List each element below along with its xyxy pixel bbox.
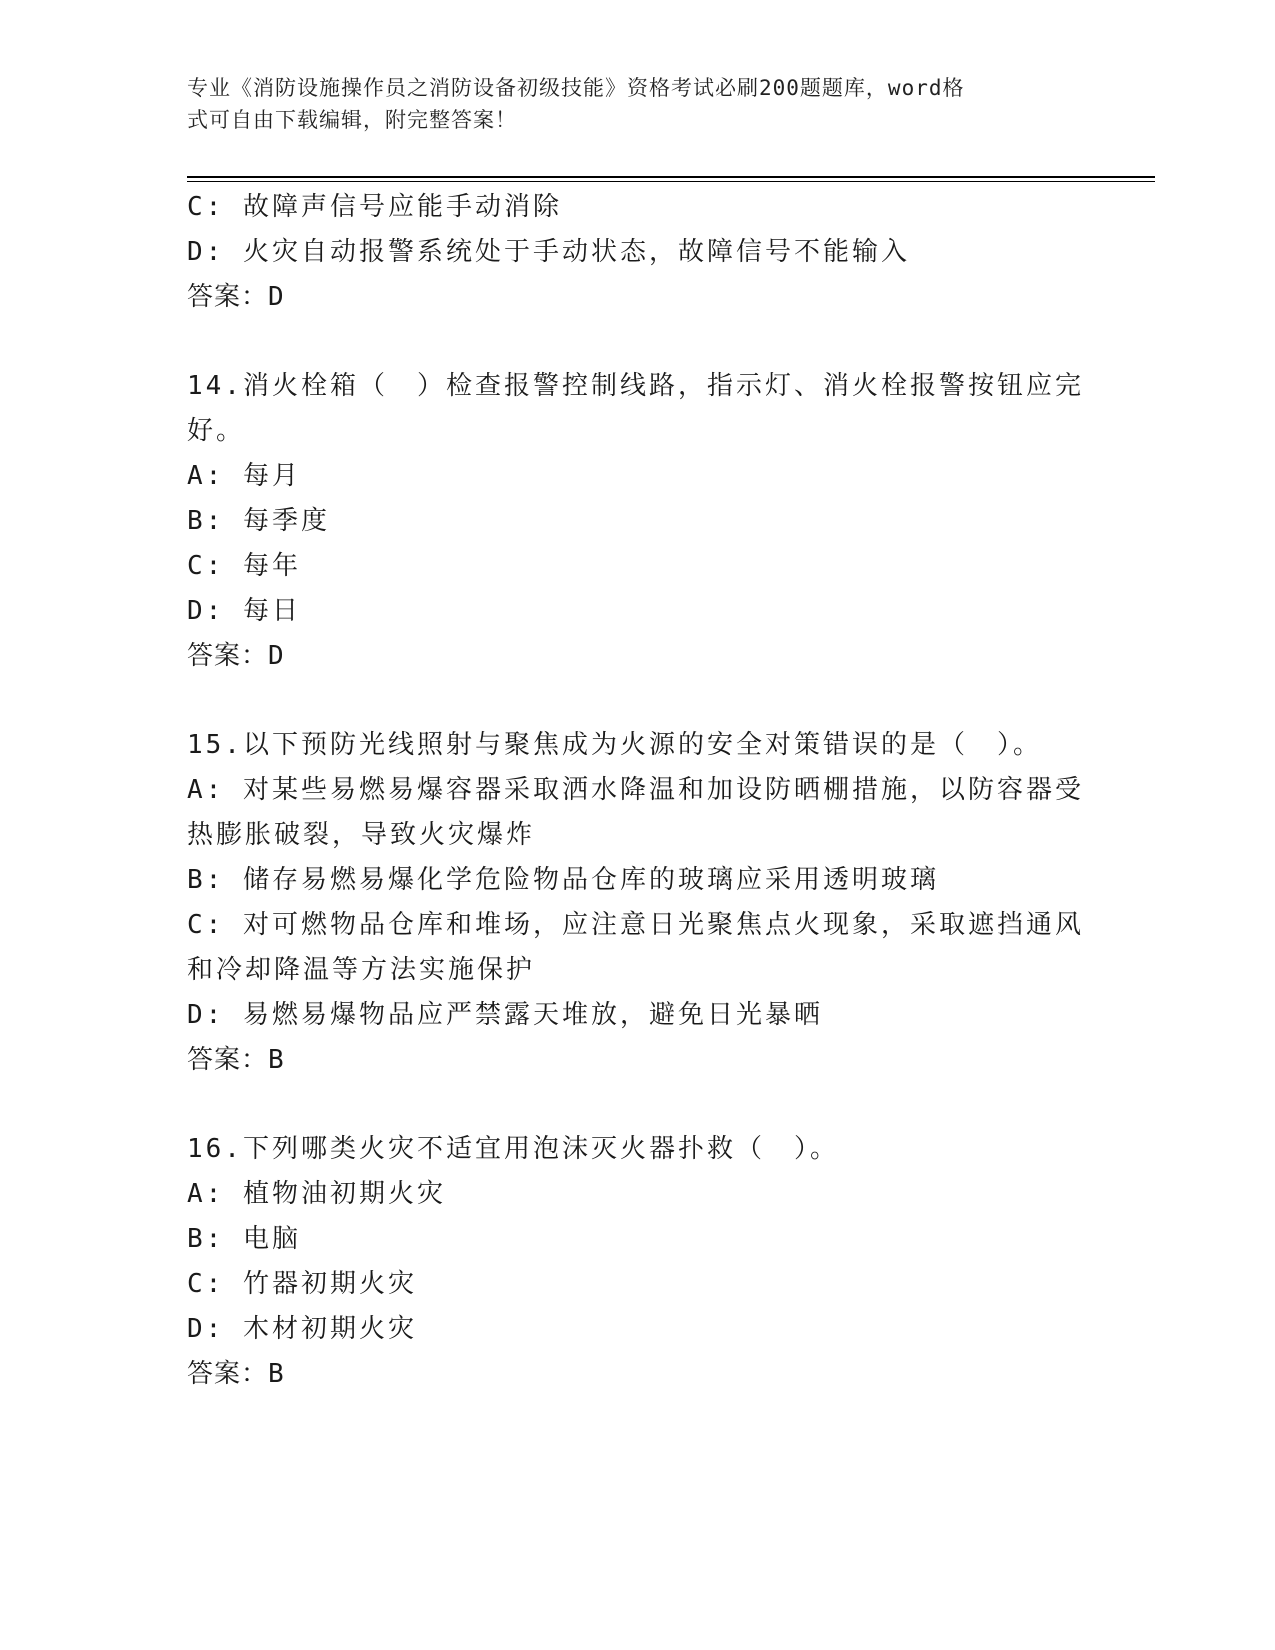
question-15	[187, 723, 1087, 1083]
option-a: A: 对某些易燃易爆容器采取洒水降温和加设防晒棚措施，以防容器受	[187, 775, 1084, 805]
answer-line: 答案：D	[187, 282, 285, 312]
answer-line: 答案：D	[187, 641, 285, 671]
option-a-continued: 热膨胀破裂，导致火灾爆炸	[187, 820, 536, 850]
spacer	[187, 1083, 1087, 1127]
option-c-continued: 和冷却降温等方法实施保护	[187, 955, 536, 985]
header-line-2: 式可自由下载编辑，附完整答案！	[187, 108, 517, 132]
option-c: C: 竹器初期火灾	[187, 1269, 417, 1299]
question-16	[187, 1127, 1087, 1397]
header-line-1: 专业《消防设施操作员之消防设备初级技能》资格考试必刷200题题库，word格	[187, 76, 965, 100]
spacer	[187, 320, 1087, 364]
question-stem: 15.以下预防光线照射与聚焦成为火源的安全对策错误的是（ ）。	[187, 730, 1042, 760]
option-b: B: 电脑	[187, 1224, 301, 1254]
answer-line: 答案：B	[187, 1359, 285, 1389]
question-stem: 14.消火栓箱（ ）检查报警控制线路，指示灯、消火栓报警按钮应完	[187, 371, 1084, 401]
option-c: C: 故障声信号应能手动消除	[187, 192, 562, 222]
option-d: D: 木材初期火灾	[187, 1314, 417, 1344]
option-c: C: 对可燃物品仓库和堆场，应注意日光聚焦点火现象，采取遮挡通风	[187, 910, 1084, 940]
question-14	[187, 364, 1087, 679]
option-d: D: 每日	[187, 596, 301, 626]
header-divider-thick	[187, 176, 1155, 178]
question-list	[187, 185, 1087, 1397]
question-13-tail	[187, 185, 1087, 320]
answer-line: 答案：B	[187, 1045, 285, 1075]
document-header	[187, 72, 1067, 136]
header-divider-thin	[187, 181, 1155, 182]
question-stem: 16.下列哪类火灾不适宜用泡沫灭火器扑救（ ）。	[187, 1134, 839, 1164]
option-b: B: 每季度	[187, 506, 330, 536]
option-b: B: 储存易燃易爆化学危险物品仓库的玻璃应采用透明玻璃	[187, 865, 939, 895]
option-d: D: 易燃易爆物品应严禁露天堆放，避免日光暴晒	[187, 1000, 823, 1030]
option-a: A: 每月	[187, 461, 301, 491]
option-d: D: 火灾自动报警系统处于手动状态，故障信号不能输入	[187, 237, 910, 267]
option-a: A: 植物油初期火灾	[187, 1179, 446, 1209]
question-stem: 好。	[187, 416, 246, 446]
option-c: C: 每年	[187, 551, 301, 581]
spacer	[187, 679, 1087, 723]
